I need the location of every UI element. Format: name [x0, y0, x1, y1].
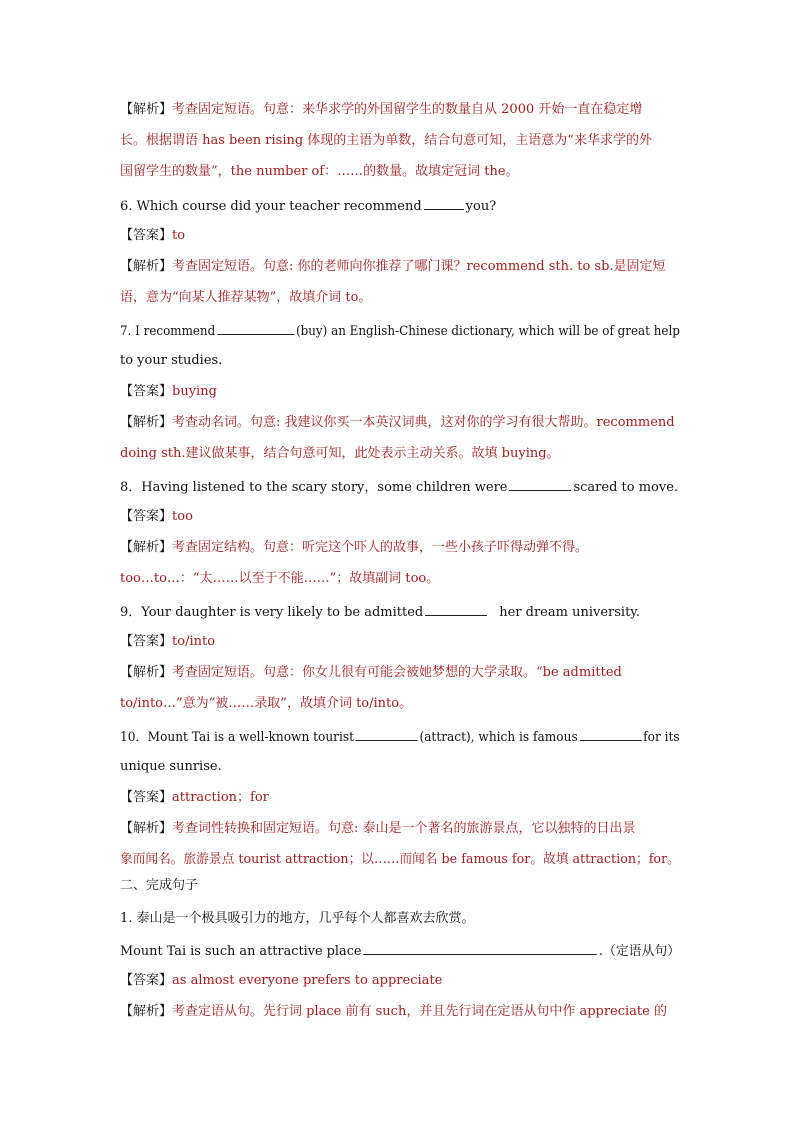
question-6 [120, 195, 680, 217]
question-10-cont: unique sunrise. [120, 759, 222, 774]
explanation-text: 考查固定结构。句意：听完这个吓人的故事，一些小孩子吓得动弹不得。 [172, 540, 589, 555]
answer-tag: 【答案】 [120, 790, 173, 805]
explanation-tag: 【解析】 [120, 540, 173, 555]
explanation-line [120, 413, 680, 433]
explanation-tag: 【解析】 [120, 415, 173, 430]
question-text: 10．Mount Tai is a well-known tourist [120, 730, 354, 745]
question-text: 7. I recommend [120, 324, 216, 339]
question-10 [120, 726, 680, 748]
sentence-1-question [120, 940, 681, 962]
explanation-tag: 【解析】 [120, 259, 173, 274]
question-text: 8．Having listened to the scary story，some children were [120, 480, 508, 495]
question-text: (attract), which is famous [419, 730, 578, 745]
explanation-line: 国留学生的数量”，the number of：……的数量。故填定冠词 the。 [120, 164, 519, 179]
question-text: you? [465, 199, 497, 214]
explanation-text: 考查固定短语。句意：来华求学的外国留学生的数量自从 2000 开始一直在稳定增 [172, 102, 643, 117]
answer-line [120, 226, 680, 246]
answer-line [120, 632, 680, 652]
explanation-text: 考查固定短语。句意: 你的老师向你推荐了哪门课？recommend sth. to sb.是固定短 [172, 259, 666, 274]
explanation-line [120, 100, 680, 120]
explanation-text: 考查动名词。句意: 我建议你买一本英汉词典，这对你的学习有很大帮助。recommend [172, 415, 675, 430]
answer-blank [424, 195, 464, 210]
answer-blank [580, 726, 642, 741]
question-text: (buy) an English-Chinese dictionary, which will be of great help [295, 324, 680, 339]
question-7-cont: to your studies. [120, 353, 223, 368]
answer-text: to [172, 228, 186, 243]
question-text: her dream university. [499, 605, 641, 620]
explanation-line [120, 257, 680, 277]
answer-text: buying [172, 384, 217, 399]
explanation-tag: 【解析】 [120, 821, 173, 836]
answer-line [120, 971, 680, 991]
answer-tag: 【答案】 [120, 384, 173, 399]
question-8 [120, 476, 680, 498]
answer-tag: 【答案】 [120, 634, 173, 649]
explanation-text: 考查定语从句。先行词 place 前有 such，并且先行词在定语从句中作 appreciate 的 [172, 1004, 667, 1019]
explanation-line: 长。根据谓语 has been rising 体现的主语为单数，结合句意可知，主语意为“来华求学的外 [120, 133, 652, 148]
explanation-line [120, 1002, 680, 1022]
answer-tag: 【答案】 [120, 973, 173, 988]
explanation-line [120, 538, 680, 558]
explanation-line: too…to…：“太……以至于不能……”；故填副词 too。 [120, 571, 440, 586]
answer-blank [509, 476, 571, 491]
answer-text: attraction；for [172, 790, 269, 805]
answer-tag: 【答案】 [120, 509, 173, 524]
explanation-tag: 【解析】 [120, 665, 173, 680]
answer-line [120, 507, 680, 527]
answer-line [120, 382, 680, 402]
explanation-line [120, 663, 680, 683]
explanation-line: to/into…”意为“被……录取”，故填介词 to/into。 [120, 696, 413, 711]
explanation-tag: 【解析】 [120, 102, 173, 117]
question-9 [120, 601, 680, 623]
explanation-line: 语，意为“向某人推荐某物”，故填介词 to。 [120, 290, 372, 305]
explanation-line: 象而闻名。旅游景点 tourist attraction；以……而闻名 be famous for。故填 attraction；for。 [120, 852, 680, 867]
question-text: 9．Your daughter is very likely to be admitted [120, 605, 424, 620]
question-text: scared to move. [573, 480, 679, 495]
answer-text: as almost everyone prefers to appreciate [172, 973, 443, 988]
answer-text: too [172, 509, 193, 524]
question-text: .（定语从句） [598, 944, 681, 959]
question-7 [120, 320, 680, 342]
question-text: Mount Tai is such an attractive place [120, 944, 362, 959]
answer-text: to/into [172, 634, 216, 649]
section-heading: 二、完成句子 [120, 878, 199, 893]
answer-blank [363, 940, 596, 955]
explanation-line [120, 819, 680, 839]
answer-line [120, 788, 680, 808]
sentence-1-prompt: 1. 泰山是一个极具吸引力的地方，几乎每个人都喜欢去欣赏。 [120, 911, 475, 926]
answer-blank [425, 601, 487, 616]
answer-blank [356, 726, 418, 741]
explanation-line: doing sth.建议做某事，结合句意可知，此处表示主动关系。故填 buying。 [120, 446, 560, 461]
question-text: for its [643, 730, 680, 745]
answer-blank [217, 320, 294, 335]
explanation-text: 考查固定短语。句意：你女儿很有可能会被她梦想的大学录取。“be admitted [172, 665, 622, 680]
explanation-text: 考查词性转换和固定短语。句意: 泰山是一个著名的旅游景点，它以独特的日出景 [172, 821, 636, 836]
explanation-tag: 【解析】 [120, 1004, 173, 1019]
question-text: 6. Which course did your teacher recommend [120, 199, 422, 214]
answer-tag: 【答案】 [120, 228, 173, 243]
